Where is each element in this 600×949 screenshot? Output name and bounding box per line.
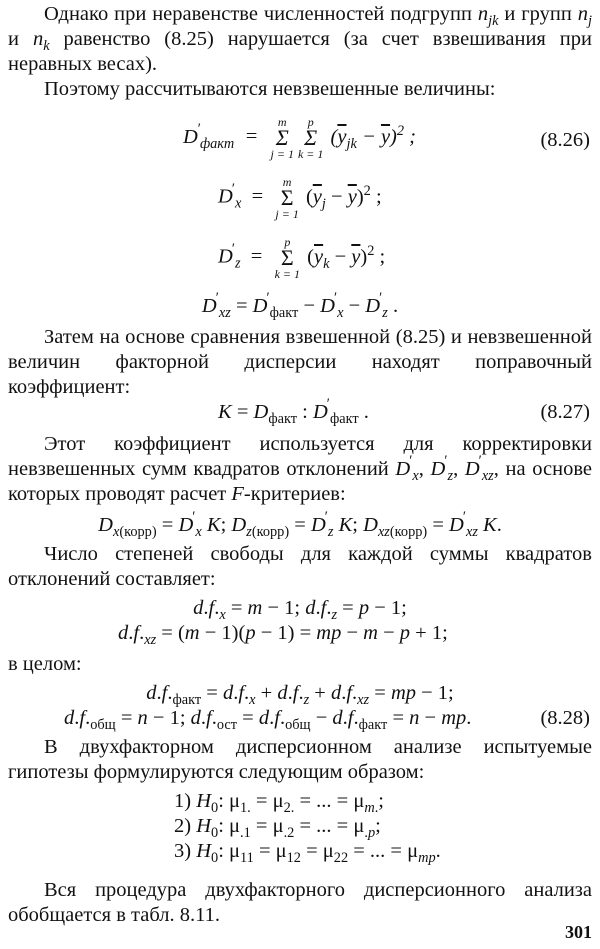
- equation-dxz: $D'_{xz} = D'_{факт} - D'_x - D'_z$ .: [201, 289, 399, 322]
- equation-8-27: $K = D_{факт}$ : $D'_{факт}$ . (8.27): [218, 395, 590, 428]
- hypothesis-2: 2) $H_0$: $\mu_{.1} = \mu_{.2}$ = ... = $\mu_{.p}$;: [174, 815, 381, 842]
- eq-826-lhs: $D'_{факт}$: [183, 120, 235, 152]
- equation-number: (8.26): [540, 129, 590, 151]
- paragraph-3: Затем на основе сравнения взвешенной (8.25) и невзвешенной величин факторной дисперсии находят поправочный коэффициент:: [8, 326, 592, 398]
- hypothesis-1: 1) $H_0$: $\mu_{1.} = \mu_{2.}$ = ... = $\mu_{m.}$;: [174, 790, 384, 817]
- paragraph-1: Однако при неравенстве численностей подгрупп $n_{jk}$ и групп $n_j$ и $n_k$ равенство (8.25) нарушается (за счет взвешивания при неравных весах).: [8, 3, 592, 75]
- paragraph-7: В двухфакторном дисперсионном анализе испытуемые гипотезы формулируются следующим образом:: [8, 736, 592, 783]
- paragraph-2: Поэтому рассчитываются невзвешенные величины:: [44, 78, 496, 100]
- equation-number: (8.28): [540, 707, 590, 729]
- equation-dz: $D'_z$ = p Σ k = 1 $(\overline{y}_k - \overline{y})^2$ ;: [218, 235, 386, 281]
- page-body: [8, 2, 592, 928]
- equation-8-26: $D'_{факт}$ = m Σ j = 1 p Σ k = 1 $(\overline{y}_{jk} - \overline{y})^2$ ; (8.26): [183, 115, 590, 161]
- paragraph-5: Число степеней свободы для каждой суммы квадратов отклонений составляет:: [8, 543, 592, 590]
- df-line-4: $d.f._{общ} = n - 1$; $d.f._{ост} = d.f._{общ} - d.f._{факт} = n$ − mp. (8.28): [64, 707, 590, 734]
- paragraph-6: в целом:: [8, 653, 82, 675]
- equation-number: (8.27): [540, 401, 590, 423]
- hypothesis-3: 3) $H_0$: $\mu_{11} = \mu_{12} = \mu_{22}$ = ... = $\mu_{mp}$.: [174, 840, 441, 867]
- equation-dx: $D'_x$ = m Σ j = 1 $(\overline{y}_j - \overline{y})^2$ ;: [218, 175, 382, 221]
- page-number: 301: [565, 922, 592, 942]
- paragraph-8: Вся процедура двухфакторного дисперсионного анализа обобщается в табл. 8.11.: [8, 879, 592, 926]
- df-line-1: $d.f._x = m - 1$; $d.f._z = p - 1$;: [193, 597, 407, 624]
- hypotheses: [8, 789, 592, 867]
- paragraph-4: Этот коэффициент используется для корректировки невзвешенных сумм квадратов отклонений $D'_x$, $D'_z$, $D'_{xz}$, на основе которых проводят расчет F-критериев:: [8, 433, 593, 505]
- df-line-2: $d.f._{xz} = (m - 1)(p - 1)$ = mp − m − p + 1;: [118, 622, 448, 649]
- equation-corrected: $D_{x(корр)} = D'_x$ K; $D_{z(корр)} = D'_z$ K; $D_{xz(корр)} = D'_{xz}$ K.: [98, 508, 502, 541]
- df-line-3: $d.f._{факт} = d.f._x + d.f._z + d.f._{xz}$ = mp − 1;: [146, 682, 454, 709]
